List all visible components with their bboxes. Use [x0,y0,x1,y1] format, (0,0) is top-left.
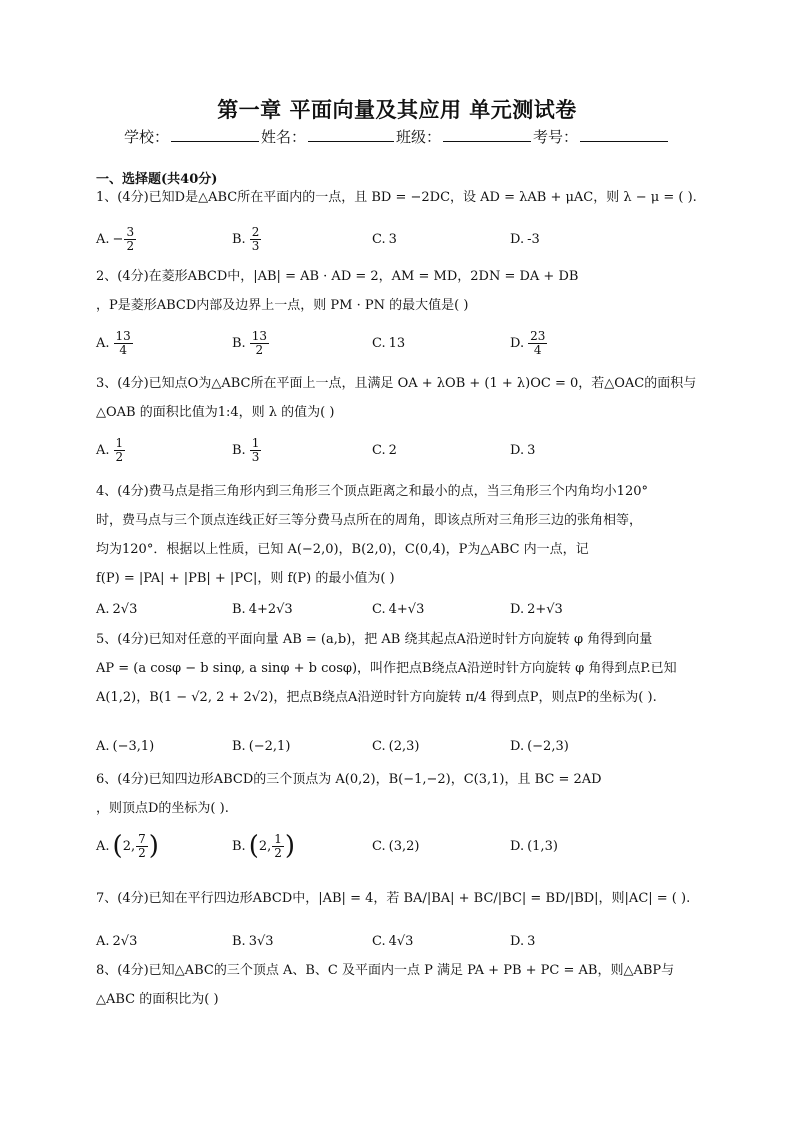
fraction [136,833,148,860]
answer-option[interactable] [510,223,540,255]
fraction [124,226,136,253]
option-label: A. [96,933,110,949]
answer-option[interactable] [232,223,262,255]
fraction-denominator: 3 [251,449,260,464]
question-line: 7、(4分)已知在平行四边形ABCD中，|AB| = 4，若 BA/|BA| + BC/|BC| = BD/|BD|，则|AC| = ( ). [96,891,691,906]
answer-options [96,830,706,862]
option-label: C. [372,335,386,351]
option-value: 3√3 [248,933,274,949]
fraction-numerator: 1 [274,831,282,846]
question-stem [96,183,706,212]
option-label: C. [372,933,386,949]
question-stem [96,765,706,823]
answer-option[interactable] [372,434,397,466]
student-info-line [0,126,794,147]
fraction-numerator: 1 [251,435,260,450]
answer-options [96,593,706,625]
question-line: 1、(4分)已知D是△ABC所在平面内的一点，且 BD = −2DC，设 AD = λAB + μAC，则 λ − μ = ( ). [96,190,697,205]
question-line: A(1,2)，B(1 − √2, 2 + 2√2)，把点B绕点A沿逆时针方向旋转 π/4 得到点P，则点P的坐标为( ). [96,690,657,705]
fraction-numerator: 1 [115,435,124,450]
answer-option[interactable] [232,730,290,762]
fraction [250,330,269,357]
answer-option[interactable] [372,830,419,862]
answer-option[interactable] [96,730,154,762]
option-label: B. [232,738,246,754]
question-stem [96,262,706,320]
question-line: 8、(4分)已知△ABC的三个顶点 A、B、C 及平面内一点 P 满足 PA + PB + PC = AB，则△ABP与 [96,963,675,978]
fraction [250,226,262,253]
answer-option[interactable] [510,830,558,862]
fraction-denominator: 2 [115,449,124,464]
option-value: (2,3) [388,738,420,754]
close-paren: ) [284,831,296,861]
option-sign: − [112,231,124,247]
option-label: D. [510,738,525,754]
answer-option[interactable] [96,830,159,862]
option-label: D. [510,231,525,247]
answer-option[interactable] [372,925,413,957]
question-line: ，P是菱形ABCD内部及边界上一点，则 PM · PN 的最大值是( ) [96,298,469,313]
option-value: 2 [388,442,397,458]
option-value: 2+√3 [527,601,563,617]
option-label: C. [372,738,386,754]
answer-option[interactable] [232,925,274,957]
answer-option[interactable] [372,593,424,625]
option-label: A. [96,601,110,617]
option-value: 4√3 [388,933,414,949]
close-paren: ) [148,831,159,861]
question-stem [96,369,706,427]
option-label: B. [232,601,246,617]
option-label: A. [96,442,110,458]
question-line: 5、(4分)已知对任意的平面向量 AB = (a,b)，把 AB 绕其起点A沿逆时针方向旋转 φ 角得到向量 [96,632,653,647]
option-label: C. [372,231,386,247]
fraction-numerator: 13 [251,328,267,343]
answer-options [96,730,706,762]
option-label: A. [96,838,110,854]
option-value: 2√3 [112,601,138,617]
fraction [250,437,262,464]
name-label: 姓名： [260,128,306,146]
option-label: B. [232,442,246,458]
answer-option[interactable] [372,730,419,762]
number-blank[interactable] [580,127,668,142]
answer-option[interactable] [372,223,397,255]
fraction-denominator: 2 [138,845,146,860]
open-paren: ( [248,831,259,861]
option-label: C. [372,601,386,617]
fraction-denominator: 2 [274,845,282,860]
answer-option[interactable] [232,327,270,359]
question-line: △OAB 的面积比值为1:4，则 λ 的值为( ) [96,405,335,420]
option-value: (−2,3) [527,738,569,754]
answer-option[interactable] [96,434,126,466]
fraction-denominator: 4 [533,342,542,357]
school-blank[interactable] [171,127,259,142]
question-line: 6、(4分)已知四边形ABCD的三个顶点为 A(0,2)，B(−1,−2)，C(3,1)，且 BC = 2AD [96,772,602,787]
fraction [114,437,126,464]
option-prefix: 2, [258,838,272,854]
option-label: A. [96,738,110,754]
answer-options [96,327,706,359]
answer-option[interactable] [372,327,405,359]
option-value: 2√3 [112,933,138,949]
answer-option[interactable] [96,925,137,957]
answer-option[interactable] [510,730,569,762]
option-prefix: 2, [122,838,136,854]
question-line: ，则顶点D的坐标为( ). [96,801,229,816]
option-value: (−3,1) [112,738,155,754]
option-label: A. [96,335,110,351]
fraction-denominator: 2 [126,238,135,253]
question-line: AP = (a cosφ − b sinφ, a sinφ + b cosφ)，叫作把点B绕点A沿逆时针方向旋转 φ 角得到点P.已知 [96,661,677,676]
answer-option[interactable] [510,593,563,625]
option-value: (3,2) [388,838,420,854]
answer-option[interactable] [232,593,293,625]
question-line: 4、(4分)费马点是指三角形内到三角形三个顶点距离之和最小的点，当三角形三个内角均小120° [96,484,648,499]
option-value: 4+2√3 [248,601,293,617]
question-stem [96,956,706,1014]
answer-options [96,434,706,466]
question-stem [96,625,706,712]
answer-option[interactable] [232,830,295,862]
option-label: D. [510,838,525,854]
question-line: 均为120°．根据以上性质，已知 A(−2,0)，B(2,0)，C(0,4)，P为△ABC 内一点，记 [96,542,589,557]
option-label: D. [510,933,525,949]
option-value: -3 [527,231,540,247]
number-label: 考号： [533,128,579,146]
option-label: C. [372,442,386,458]
option-value: 3 [527,442,536,458]
option-label: D. [510,335,525,351]
answer-option[interactable] [510,925,535,957]
option-label: C. [372,838,386,854]
answer-option[interactable] [232,434,262,466]
fraction-numerator: 7 [138,831,146,846]
fraction [114,330,133,357]
fraction-denominator: 2 [255,342,264,357]
question-line: △ABC 的面积比为( ) [96,992,219,1007]
fraction-numerator: 23 [530,328,546,343]
question-stem [96,884,706,913]
option-value: 4+√3 [388,601,425,617]
answer-option[interactable] [96,593,137,625]
question-line: 2、(4分)在菱形ABCD中，|AB| = AB · AD = 2，AM = MD，2DN = DA + DB [96,269,579,284]
fraction [272,833,284,860]
option-label: B. [232,335,246,351]
school-label: 学校： [123,128,169,146]
option-value: 13 [388,335,406,351]
fraction-numerator: 2 [251,224,260,239]
option-label: B. [232,838,246,854]
question-stem [96,477,706,593]
option-value: (−2,1) [248,738,291,754]
answer-option[interactable] [510,327,548,359]
option-label: D. [510,601,525,617]
section-heading: 一、选择题(共40分) [96,172,218,187]
option-label: A. [96,231,110,247]
fraction [528,330,547,357]
question-line: f(P) = |PA| + |PB| + |PC|，则 f(P) 的最小值为( ) [96,571,395,586]
fraction-numerator: 13 [115,328,131,343]
answer-option[interactable] [96,223,137,255]
answer-options [96,223,706,255]
class-blank[interactable] [443,127,531,142]
fraction-numerator: 3 [126,224,135,239]
fraction-denominator: 4 [119,342,127,357]
option-value: 3 [388,231,397,247]
question-line: 3、(4分)已知点O为△ABC所在平面上一点，且满足 OA + λOB + (1 + λ)OC = 0，若△OAC的面积与 [96,376,697,391]
answer-option[interactable] [510,434,535,466]
name-blank[interactable] [308,127,394,142]
option-label: B. [232,231,246,247]
answer-option[interactable] [96,327,134,359]
fraction-denominator: 3 [251,238,260,253]
answer-options [96,925,706,957]
option-label: B. [232,933,246,949]
exam-title: 第一章 平面向量及其应用 单元测试卷 [217,97,577,122]
class-label: 班级： [396,128,442,146]
question-line: 时，费马点与三个顶点连线正好三等分费马点所在的周角，即该点所对三角形三边的张角相等， [96,513,643,528]
option-value: 3 [527,933,536,949]
option-value: (1,3) [527,838,558,854]
option-label: D. [510,442,525,458]
open-paren: ( [112,831,123,861]
